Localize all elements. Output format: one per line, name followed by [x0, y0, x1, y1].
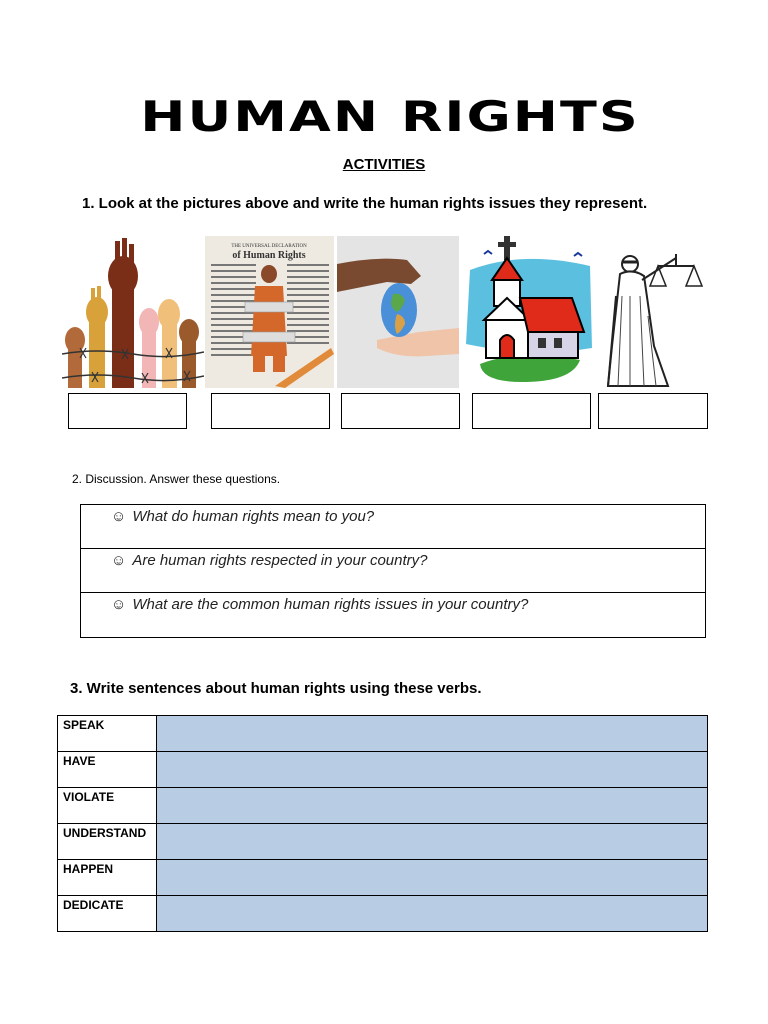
hands-holding-globe-icon	[337, 236, 459, 388]
answer-box-3[interactable]	[341, 393, 460, 429]
discussion-question: What do human rights mean to you?	[132, 508, 375, 525]
verb-cell: VIOLATE	[58, 788, 157, 824]
answer-box-2[interactable]	[211, 393, 330, 429]
discussion-row[interactable]	[81, 505, 705, 549]
newspaper-caption-1: THE UNIVERSAL DECLARATION	[231, 244, 307, 249]
smiley-icon: ☺	[111, 552, 127, 569]
raised-hands-barbed-wire-icon	[62, 236, 204, 388]
page-title: HUMAN RIGHTS	[140, 92, 640, 142]
discussion-row[interactable]	[81, 549, 705, 593]
table-row	[58, 860, 708, 896]
sentence-cell[interactable]	[157, 752, 708, 788]
church-icon	[462, 236, 596, 388]
verb-cell: HAPPEN	[58, 860, 157, 896]
verb-cell: HAVE	[58, 752, 157, 788]
verbs-table	[57, 715, 708, 932]
lady-justice-icon	[598, 236, 708, 388]
smiley-icon: ☺	[111, 596, 127, 613]
table-row	[58, 788, 708, 824]
table-row	[58, 896, 708, 932]
discussion-row[interactable]	[81, 593, 705, 637]
verb-cell: UNDERSTAND	[58, 824, 157, 860]
question-3: 3. Write sentences about human rights using these verbs.	[70, 680, 482, 697]
sentence-cell[interactable]	[157, 896, 708, 932]
sentence-cell[interactable]	[157, 824, 708, 860]
newspaper-caption-2: of Human Rights	[232, 250, 306, 261]
answer-box-4[interactable]	[472, 393, 591, 429]
answer-box-1[interactable]	[68, 393, 187, 429]
discussion-question: What are the common human rights issues in your country?	[132, 596, 529, 613]
sentence-cell[interactable]	[157, 860, 708, 896]
question-1: 1. Look at the pictures above and write the human rights issues they represent.	[82, 195, 648, 212]
table-row	[58, 716, 708, 752]
sentence-cell[interactable]	[157, 788, 708, 824]
discussion-table	[80, 504, 706, 638]
table-row	[58, 824, 708, 860]
discussion-question: Are human rights respected in your country?	[132, 552, 428, 569]
declaration-newspaper-icon	[205, 236, 334, 388]
verb-cell: DEDICATE	[58, 896, 157, 932]
question-2: 2. Discussion. Answer these questions.	[72, 472, 281, 486]
sentence-cell[interactable]	[157, 716, 708, 752]
smiley-icon: ☺	[111, 508, 127, 525]
activities-heading: ACTIVITIES	[342, 156, 426, 173]
verb-cell: SPEAK	[58, 716, 157, 752]
answer-box-5[interactable]	[598, 393, 708, 429]
table-row	[58, 752, 708, 788]
